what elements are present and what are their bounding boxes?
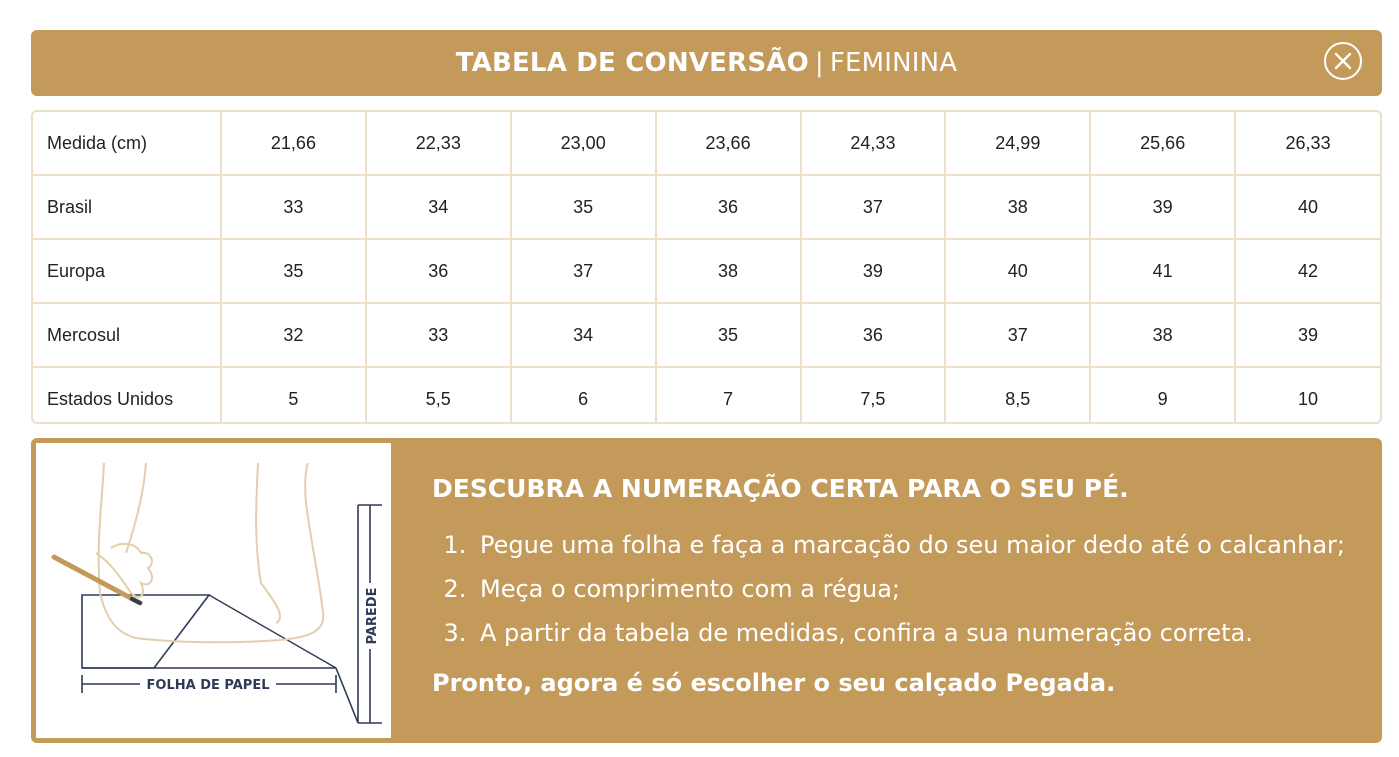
table-cell: 9 [1090,367,1235,424]
table-cell: 6 [511,367,656,424]
modal-title [456,48,958,78]
table-cell: 39 [801,239,946,303]
table-cell: 37 [945,303,1090,367]
row-label: Europa [33,239,221,303]
table-cell: 32 [221,303,366,367]
table-cell: 25,66 [1090,112,1235,175]
table-row [33,175,1380,239]
table-cell: 41 [1090,239,1235,303]
table-cell: 5 [221,367,366,424]
instructions-title: DESCUBRA A NUMERAÇÃO CERTA PARA O SEU PÉ. [432,474,1129,503]
table-cell: 33 [221,175,366,239]
table-cell: 24,99 [945,112,1090,175]
title-sub: FEMININA [829,48,958,78]
foot-measure-illustration [36,443,391,738]
table-cell: 34 [511,303,656,367]
step-item: 3. A partir da tabela de medidas, confira a sua numeração correta. [474,611,1362,655]
step-item: 2. Meça o comprimento com a régua; [474,567,1362,611]
table-cell: 8,5 [945,367,1090,424]
row-label: Medida (cm) [33,112,221,175]
table-row [33,112,1380,175]
table-cell: 40 [1235,175,1380,239]
table-cell: 5,5 [366,367,511,424]
table-cell: 35 [656,303,801,367]
table-cell: 40 [945,239,1090,303]
instructions [432,474,1362,697]
table-cell: 23,66 [656,112,801,175]
table-cell: 36 [366,239,511,303]
table-cell: 38 [656,239,801,303]
table-cell: 7,5 [801,367,946,424]
foot-measure-drawing [36,443,391,738]
row-label: Brasil [33,175,221,239]
modal-header [31,30,1382,96]
table-cell: 37 [511,239,656,303]
table-cell: 38 [1090,303,1235,367]
title-main: TABELA DE CONVERSÃO [455,48,809,78]
table-row [33,367,1380,424]
closing-message: Pronto, agora é só escolher o seu calçado Pegada. [432,669,1116,697]
title-separator: | [814,48,824,78]
table-cell: 22,33 [366,112,511,175]
table-cell: 39 [1235,303,1380,367]
row-label: Mercosul [33,303,221,367]
table-cell: 34 [366,175,511,239]
info-panel [31,438,1382,743]
table-row [33,303,1380,367]
table-row [33,239,1380,303]
table-cell: 21,66 [221,112,366,175]
table-cell: 38 [945,175,1090,239]
instructions-steps [432,523,1362,655]
table-cell: 33 [366,303,511,367]
table-cell: 36 [656,175,801,239]
table-cell: 26,33 [1235,112,1380,175]
paper-label: FOLHA DE PAPEL [146,678,270,693]
table-cell: 7 [656,367,801,424]
table-cell: 39 [1090,175,1235,239]
step-item: 1. Pegue uma folha e faça a marcação do seu maior dedo até o calcanhar; [474,523,1362,567]
close-icon [1334,52,1352,70]
table-cell: 35 [221,239,366,303]
table-cell: 10 [1235,367,1380,424]
wall-label: PAREDE [365,587,380,645]
table-cell: 37 [801,175,946,239]
close-button[interactable] [1324,42,1362,80]
table-cell: 36 [801,303,946,367]
table-cell: 35 [511,175,656,239]
table-cell: 24,33 [801,112,946,175]
table-cell: 42 [1235,239,1380,303]
row-label: Estados Unidos [33,367,221,424]
table-cell: 23,00 [511,112,656,175]
size-conversion-table [31,110,1382,424]
